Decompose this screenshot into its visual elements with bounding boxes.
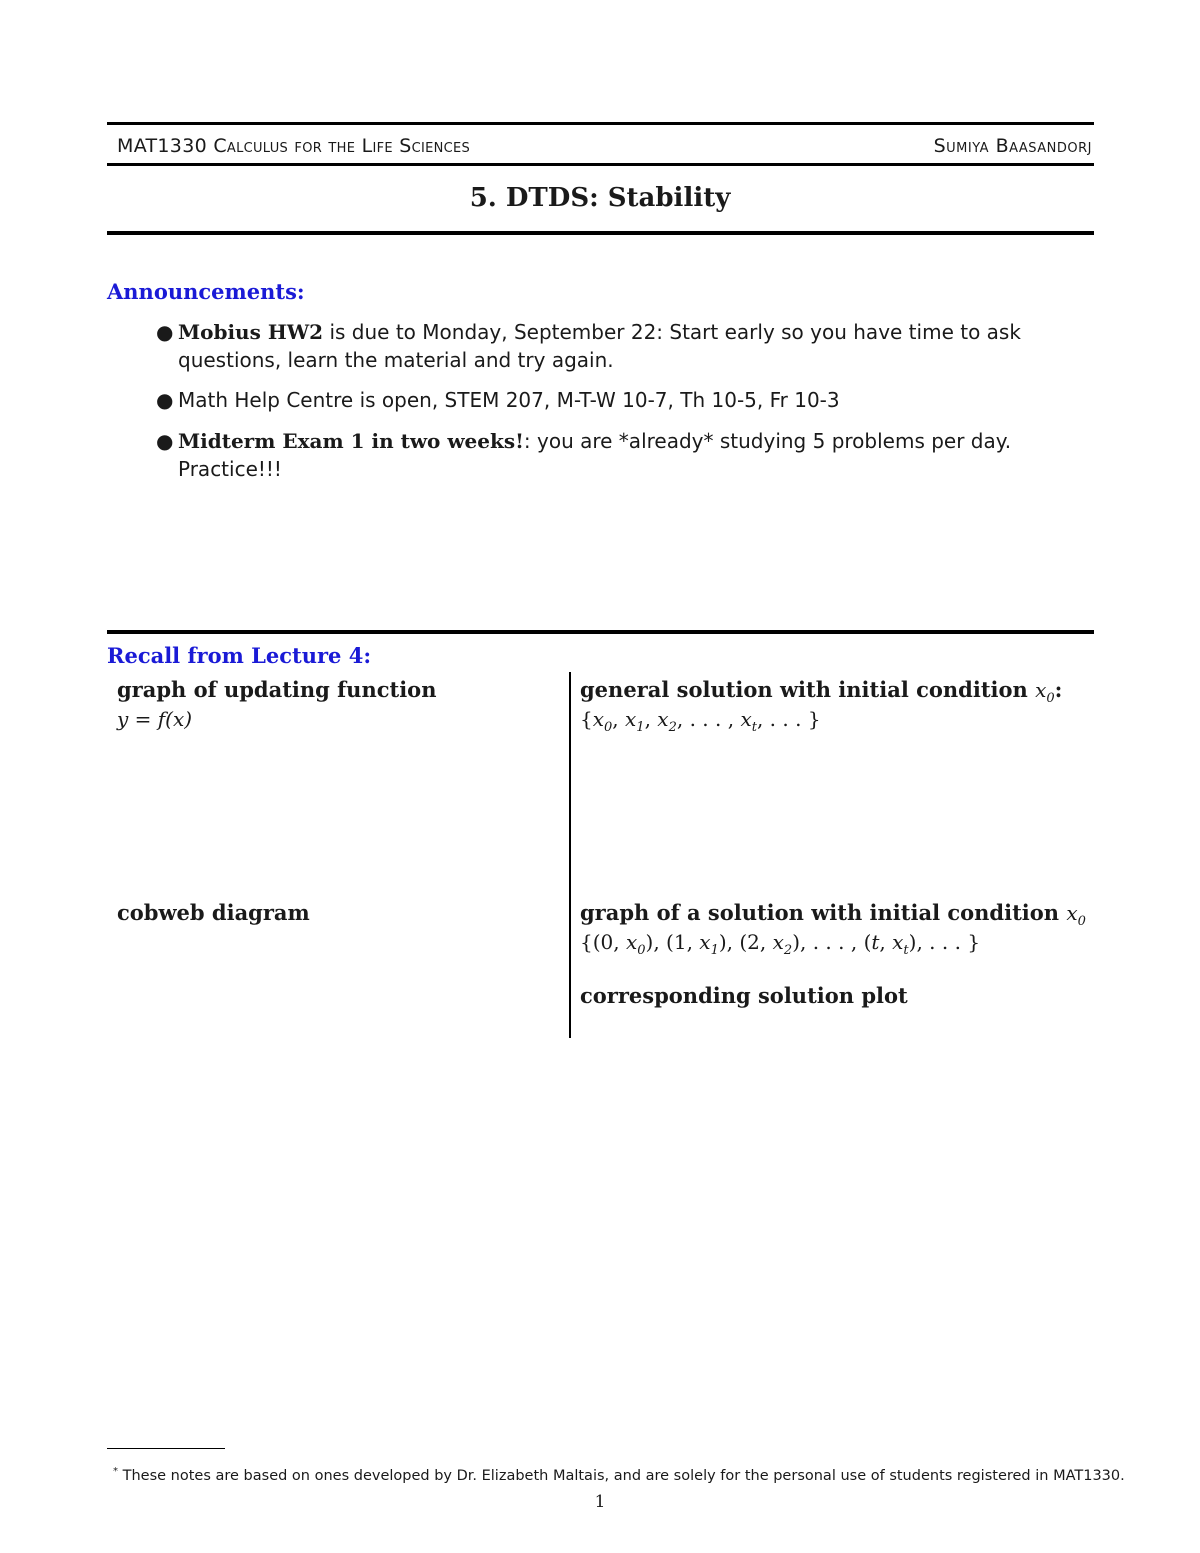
solution-graph-label: graph of a solution with initial condition [580,900,1060,925]
list-item [156,427,1058,483]
footnote-marker: * [113,1466,118,1477]
announcement-text: is due to Monday, September 22: Start early so you have time to ask questions, learn the material and try again. [178,320,1021,372]
footnote [113,1466,1125,1484]
footnote-text: These notes are based on ones developed by Dr. Elizabeth Maltais, and are solely for the personal use of students registered in MAT1330. [122,1467,1125,1484]
announcement-bold: Mobius HW2 [178,320,324,344]
page-title: 5. DTDS: Stability [469,183,731,213]
cell-title-updating-function: graph of updating function [117,677,437,702]
cell-title-solution-plot: corresponding solution plot [580,983,908,1008]
updating-function-formula: y = f(x) [117,707,193,731]
author-name: Sumiya Baasandorj [933,135,1092,157]
cell-title-general-solution: general solution with initial condition $x_0$: [580,677,1063,706]
recall-heading: Recall from Lecture 4: [107,643,372,668]
bullet-icon: ● [156,320,174,344]
general-solution-label: general solution with initial condition [580,677,1028,702]
header-mid-rule [107,163,1094,166]
announcement-text: : you are *already* studying 5 problems per day. Practice!!! [178,429,1012,481]
footnote-rule [107,1448,225,1449]
list-item [156,386,1058,414]
recall-top-rule [107,630,1094,634]
bullet-icon: ● [156,388,174,412]
header-top-rule [107,122,1094,125]
column-divider [569,672,571,1038]
announcement-bold: Midterm Exam 1 in two weeks! [178,429,524,453]
title-bottom-rule [107,231,1094,235]
initial-condition-var: $x_0$ [1066,901,1086,929]
cell-title-solution-graph [580,900,1086,929]
cell-title-cobweb: cobweb diagram [117,900,310,925]
list-item [156,318,1058,374]
initial-condition-var: $x_0$ [1035,678,1055,706]
solution-points-set: {(0, $x_0$), (1, $x_1$), (2, $x_2$), . . . , (t, $x_t$), . . . } [580,930,981,958]
course-title: MAT1330 Calculus for the Life Sciences [117,135,471,157]
bullet-icon: ● [156,429,174,453]
announcements-heading: Announcements: [107,279,305,304]
announcement-text: Math Help Centre is open, STEM 207, M-T-W 10-7, Th 10-5, Fr 10-3 [178,388,840,412]
general-solution-sequence: {$x_0$, $x_1$, $x_2$, . . . , $x_t$, . . . } [580,707,821,735]
page-number: 1 [594,1492,606,1512]
